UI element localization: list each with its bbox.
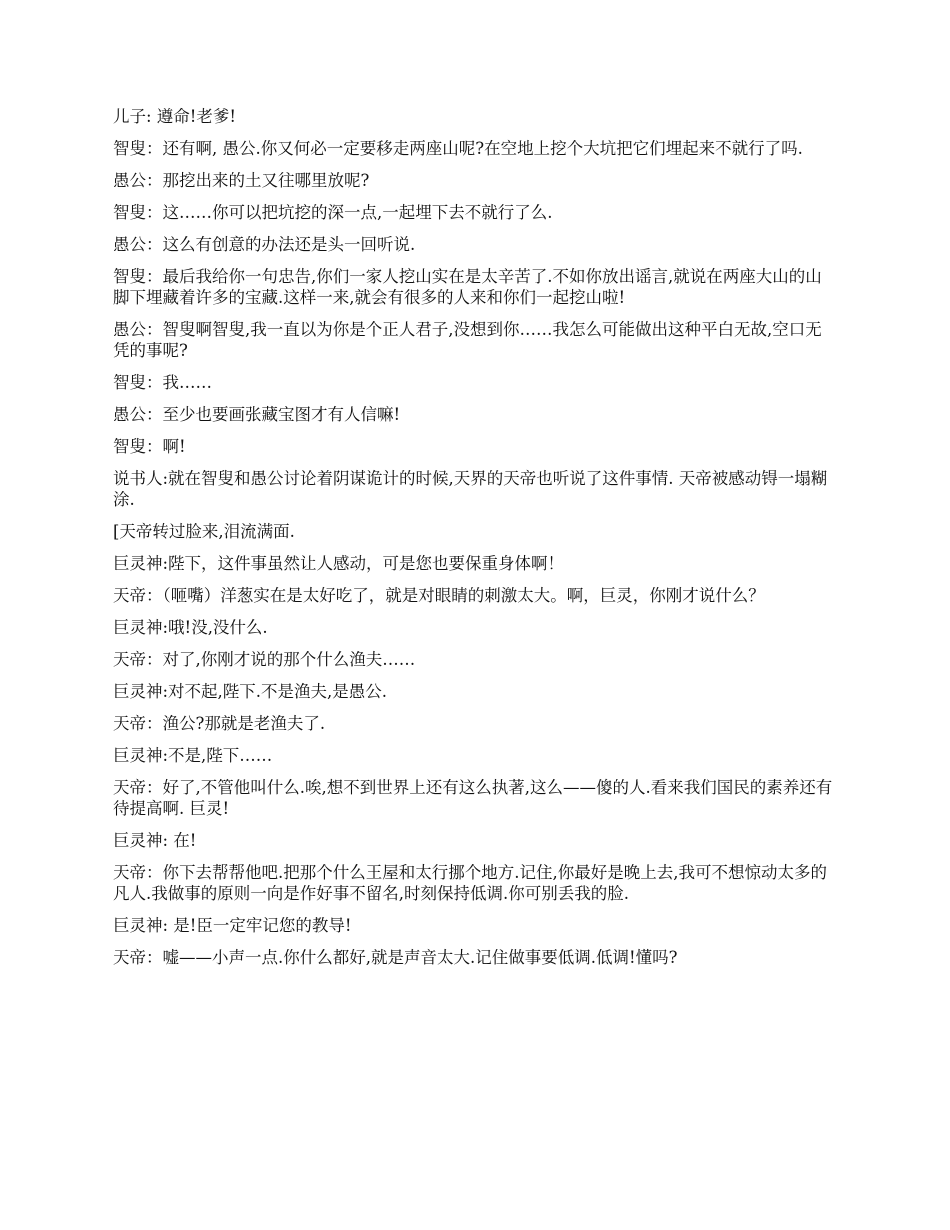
dialogue-line: 愚公：这么有创意的办法还是头一回听说.: [113, 235, 416, 254]
dialogue-line: 巨灵神:对不起,陛下.不是渔夫,是愚公.: [113, 682, 388, 701]
dialogue-line: 天帝：好了,不管他叫什么.唉,想不到世界上还有这么执著,这么——傻的人.看来我们国民的素养还有待提高啊. 巨灵!: [113, 778, 833, 818]
dialogue-line: 智叟：这……你可以把坑挖的深一点,一起埋下去不就行了么.: [113, 203, 553, 222]
stage-direction: [天帝转过脸来,泪流满面.: [113, 522, 295, 541]
dialogue-line: 天帝：对了,你刚才说的那个什么渔夫……: [113, 650, 416, 669]
script-text: [113, 106, 838, 979]
dialogue-line: 智叟：最后我给你一句忠告,你们一家人挖山实在是太辛苦了.不如你放出谣言,就说在两座大山的山脚下埋藏着许多的宝藏.这样一来,就会有很多的人来和你们一起挖山啦!: [113, 267, 822, 307]
dialogue-line: 天帝：你下去帮帮他吧.把那个什么王屋和太行挪个地方.记住,你最好是晚上去,我可不想惊动太多的凡人.我做事的原则一向是作好事不留名,时刻保持低调.你可别丢我的脸.: [113, 863, 827, 903]
dialogue-line: 智叟：我……: [113, 373, 212, 392]
dialogue-line: 智叟：啊!: [113, 437, 186, 456]
dialogue-line: 巨灵神: 是!臣一定牢记您的教导!: [113, 916, 352, 935]
dialogue-line: 愚公：智叟啊智叟,我一直以为你是个正人君子,没想到你……我怎么可能做出这种平白无故,空口无凭的事呢?: [113, 320, 822, 360]
dialogue-line: 巨灵神:陛下，这件事虽然让人感动，可是您也要保重身体啊！: [113, 554, 565, 573]
dialogue-line: 巨灵神: 在!: [113, 831, 197, 850]
dialogue-line: 愚公：那挖出来的土又往哪里放呢?: [113, 171, 370, 190]
dialogue-line: 巨灵神:不是,陛下……: [113, 746, 273, 765]
dialogue-line: 智叟：还有啊, 愚公.你又何必一定要移走两座山呢?在空地上挖个大坑把它们埋起来不就行了吗.: [113, 139, 803, 158]
narration-line: 说书人:就在智叟和愚公讨论着阴谋诡计的时候,天界的天帝也听说了这件事情. 天帝被感动锝一塌糊涂.: [113, 469, 828, 509]
dialogue-line: 天帝：渔公?那就是老渔夫了.: [113, 714, 326, 733]
dialogue-line: 儿子: 遵命!老爹!: [113, 107, 237, 126]
dialogue-line: 天帝：嘘——小声一点.你什么都好,就是声音太大.记住做事要低调.低调!懂吗?: [113, 948, 678, 967]
dialogue-line: 愚公：至少也要画张藏宝图才有人信嘛!: [113, 405, 401, 424]
dialogue-line: 天帝：（咂嘴）洋葱实在是太好吃了，就是对眼睛的刺激太大。啊，巨灵，你刚才说什么？: [113, 586, 765, 605]
dialogue-line: 巨灵神:哦!没,没什么.: [113, 618, 268, 637]
